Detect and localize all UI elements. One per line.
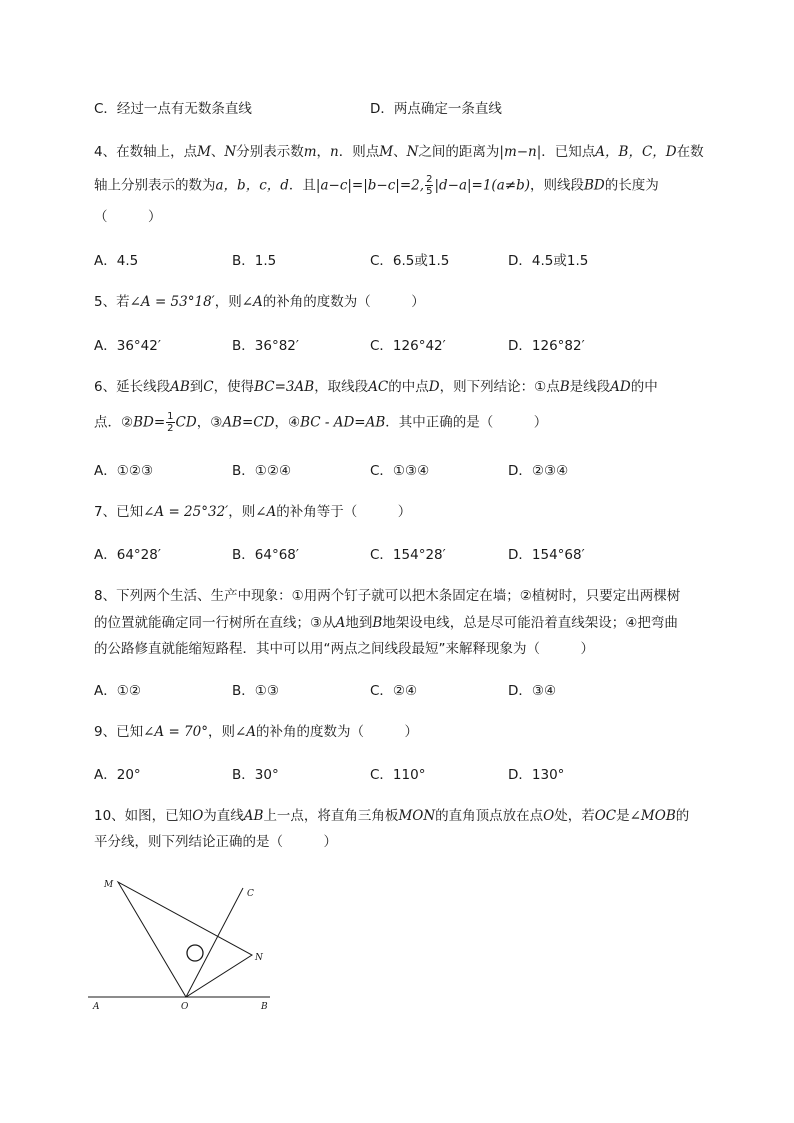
q4-var: N — [224, 144, 237, 160]
q4-expression: |a−c|=|b−c|= — [315, 177, 412, 194]
q4-abs-expression: |m−n| — [499, 144, 542, 160]
q10-line2: 平分线，则下列结论正确的是（ ） — [94, 834, 337, 850]
fraction-denominator: 2 — [167, 423, 174, 434]
q5-option-b: B．36°82′ — [232, 338, 299, 354]
q4-expression: 2, — [411, 177, 425, 194]
q10-text: 为直线 — [203, 808, 244, 824]
ray-oc — [186, 888, 243, 997]
q4-text: ．已知点 — [541, 144, 596, 160]
q4-text: 之间的距离为 — [418, 144, 500, 160]
q6-option-b: B．①②④ — [232, 463, 292, 479]
q4-text: 4、在数轴上，点 — [94, 144, 198, 160]
q6-text: 到 — [189, 379, 204, 395]
q6-equation: BD= — [133, 414, 166, 431]
q5-option-c: C．126°42′ — [370, 338, 446, 354]
q5-option-d: D．126°82′ — [508, 338, 585, 354]
q10-text: 处，若 — [554, 808, 595, 824]
q9-angle: ∠A = 70° — [143, 724, 208, 740]
label-n: N — [255, 953, 263, 963]
label-a: A — [93, 1002, 100, 1012]
q4-answer-blank: （ ） — [94, 209, 162, 225]
q8-line3: 的公路修直就能缩短路程．其中可以用“两点之间线段最短”来解释现象为（ ） — [94, 641, 594, 657]
q4-var: N — [406, 144, 419, 160]
q7-option-d: D．154°68′ — [508, 547, 585, 563]
q5-text: ，则 — [214, 294, 242, 310]
q4-text: ．且 — [288, 177, 316, 194]
circle-marker — [187, 945, 203, 961]
q7-angle: ∠A = 25°32′ — [143, 504, 229, 520]
q6-text: ，取线段 — [314, 379, 369, 395]
q8-text: 的位置就能确定同一行树所在直线；③从 — [94, 615, 336, 631]
fraction-numerator: 1 — [167, 411, 174, 422]
q8-option-d: D．③④ — [508, 683, 557, 699]
q5-text: 5、若 — [94, 294, 130, 310]
q6-option-d: D．②③④ — [508, 463, 569, 479]
q7-option-b: B．64°68′ — [232, 547, 299, 563]
q4-text: 、 — [210, 144, 225, 160]
q6-text: 点．② — [94, 414, 134, 431]
q6-text: 是线段 — [569, 379, 611, 395]
q4-option-a: A．4.5 — [94, 253, 139, 269]
q8-point: B — [372, 615, 383, 631]
q10-point: O — [543, 808, 555, 824]
q10-segment: AB — [243, 808, 264, 824]
label-o: O — [181, 1002, 189, 1012]
q5-option-a: A．36°42′ — [94, 338, 161, 354]
q9-option-c: C．110° — [370, 767, 426, 783]
q7-text: ，则 — [228, 504, 256, 520]
q8-option-a: A．①② — [94, 683, 141, 699]
q6-equation: BC - AD=AB — [300, 414, 386, 431]
q10-ray: OC — [594, 808, 617, 824]
fraction-numerator: 2 — [426, 174, 433, 185]
q9-option-d: D．130° — [508, 767, 565, 783]
q8-option-c: C．②④ — [370, 683, 418, 699]
q4-text: 、 — [393, 144, 407, 160]
q4-text: ．则点 — [338, 144, 380, 160]
q6-text: ，使得 — [213, 379, 255, 395]
q5-text: 的补角的度数为（ ） — [262, 294, 425, 310]
q4-option-b: B．1.5 — [232, 253, 277, 269]
q8-line1: 8、下列两个生活、生产中现象：①用两个钉子就可以把木条固定在墙；②植树时，只要定出两棵树 — [94, 588, 681, 604]
q7-angle: ∠A — [255, 504, 277, 520]
q4-expression: |d−a|=1(a≠b) — [434, 177, 530, 194]
q4-var: BD — [583, 177, 605, 194]
q8-point: A — [335, 615, 346, 631]
q6-segment: AB — [170, 379, 190, 395]
q6-equation: AB=CD — [222, 414, 275, 431]
q6-equation: BC=3AB — [254, 379, 315, 395]
q6-text: ，则下列结论：①点 — [439, 379, 560, 395]
q3-option-c: C．经过一点有无数条直线 — [94, 101, 252, 117]
q9-angle: ∠A — [234, 724, 257, 740]
q6-text: 的中 — [630, 379, 658, 395]
q3-option-d: D．两点确定一条直线 — [370, 101, 502, 117]
q6-option-a: A．①②③ — [94, 463, 154, 479]
q6-text: 的中点 — [388, 379, 429, 395]
q9-text: 的补角的度数为（ ） — [256, 724, 419, 740]
q6-segment: AC — [368, 379, 389, 395]
q6-segment: CD — [175, 414, 197, 431]
q4-text: 分别表示数 — [236, 144, 304, 160]
q6-point: D — [428, 379, 440, 395]
q6-segment: AD — [610, 379, 631, 395]
q4-vars: a，b，c，d — [215, 177, 289, 194]
q5-angle: ∠A — [241, 294, 263, 310]
q8-option-b: B．①③ — [232, 683, 279, 699]
q5-angle: ∠A = 53°18′ — [129, 294, 215, 310]
q6-text: ．其中正确的是（ ） — [385, 414, 548, 431]
q6-text: 6、延长线段 — [94, 379, 171, 395]
fraction-denominator: 5 — [426, 186, 433, 197]
triangle-mon — [118, 882, 252, 997]
q4-option-c: C．6.5或1.5 — [370, 253, 450, 269]
q6-text: ，④ — [274, 414, 301, 431]
q9-option-a: A．20° — [94, 767, 141, 783]
q4-var: m — [303, 144, 317, 160]
q8-text: 地到 — [345, 615, 373, 631]
q4-var: M — [197, 144, 211, 160]
q7-text: 7、已知 — [94, 504, 144, 520]
q10-angle: ∠MOB — [629, 808, 676, 824]
q4-text: 轴上分别表示的数为 — [94, 177, 216, 194]
q8-text: 地架设电线，总是尽可能沿着直线架设；④把弯曲 — [382, 615, 678, 631]
q10-text: 上一点，将直角三角板 — [263, 808, 399, 824]
q4-points: A，B，C，D — [595, 144, 677, 160]
q7-text: 的补角等于（ ） — [276, 504, 412, 520]
q7-option-c: C．154°28′ — [370, 547, 446, 563]
q4-text: 在数 — [676, 144, 704, 160]
q6-point: B — [559, 379, 570, 395]
q6-point: C — [203, 379, 214, 395]
q7-option-a: A．64°28′ — [94, 547, 161, 563]
q9-text: 9、已知 — [94, 724, 144, 740]
q10-text: 的 — [675, 808, 690, 824]
q4-text: ， — [316, 144, 331, 160]
label-m: M — [104, 880, 114, 890]
q4-var: M — [379, 144, 394, 160]
q6-option-c: C．①③④ — [370, 463, 430, 479]
q4-text: 的长度为 — [604, 177, 659, 194]
q10-text: 是 — [616, 808, 630, 824]
q6-text: ，③ — [196, 414, 223, 431]
q10-text: 的直角顶点放在点 — [435, 808, 544, 824]
q9-option-b: B．30° — [232, 767, 279, 783]
label-b: B — [261, 1002, 268, 1012]
q4-var: n — [330, 144, 339, 160]
q10-text: 10、如图，已知 — [94, 808, 193, 824]
q10-point: O — [192, 808, 204, 824]
q4-text: ，则线段 — [529, 177, 584, 194]
q4-option-d: D．4.5或1.5 — [508, 253, 589, 269]
label-c: C — [247, 889, 254, 899]
q9-text: ，则 — [207, 724, 235, 740]
q10-triangle: MON — [398, 808, 436, 824]
